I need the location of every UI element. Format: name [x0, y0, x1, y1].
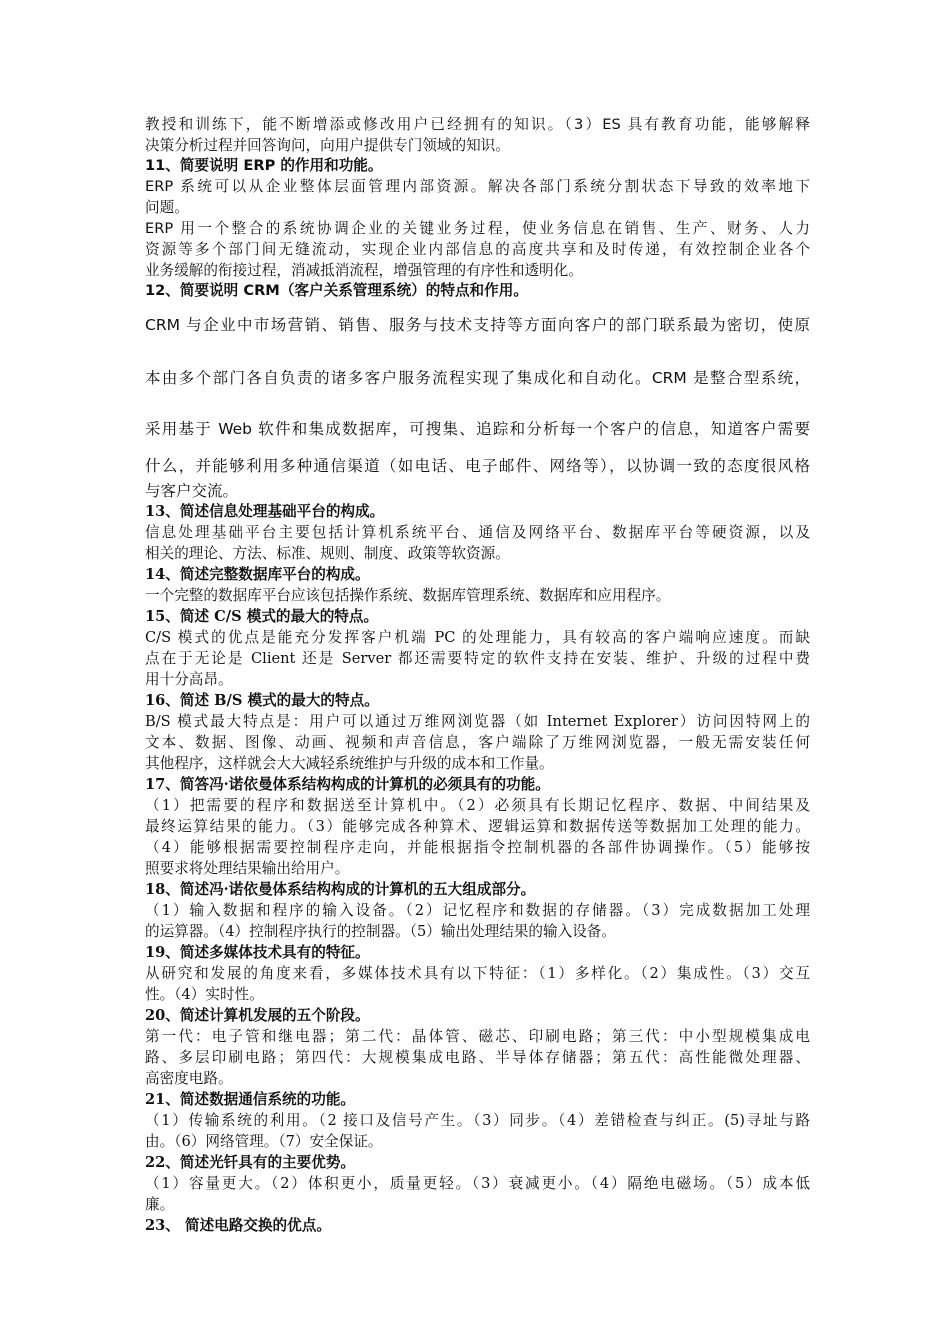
text-line: 廉。: [145, 1196, 175, 1213]
question-heading-11: 11、简要说明 ERP 的作用和功能。: [145, 157, 383, 174]
text-line: 决策分析过程并回答询问，向用户提供专门领域的知识。: [145, 137, 510, 154]
text-line: 由。（6）网络管理。（7）安全保证。: [145, 1133, 383, 1150]
text-line: 路、多层印刷电路；第四代：大规模集成电路、半导体存储器；第五代：高性能微处理器、: [145, 1049, 810, 1066]
text-line: （1）容量更大。（2）体积更小，质量更轻。（3）衰减更小。（4）隔绝电磁场。（5）成本低: [145, 1175, 810, 1192]
text-line: 教授和训练下，能不断增添或修改用户已经拥有的知识。（3）ES 具有教育功能，能够解释: [145, 116, 810, 133]
question-heading-20: 20、简述计算机发展的五个阶段。: [145, 1007, 370, 1024]
question-heading-14: 14、简述完整数据库平台的构成。: [145, 566, 370, 583]
question-heading-17: 17、简答冯·诺依曼体系结构构成的计算机的必须具有的功能。: [145, 776, 550, 793]
text-line: 采用基于 Web 软件和集成数据库，可搜集、追踪和分析每一个客户的信息，知道客户需要: [145, 420, 810, 438]
text-line: 其他程序，这样就会大大减轻系统维护与升级的成本和工作量。: [145, 755, 554, 772]
text-line: （1）传输系统的利用。（2 接口及信号产生。（3）同步。（4）差错检查与纠正。(5)寻址与路: [145, 1112, 810, 1129]
text-line: （1）输入数据和程序的输入设备。（2）记忆程序和数据的存储器。（3）完成数据加工处理: [145, 902, 810, 919]
text-line: ERP 系统可以从企业整体层面管理内部资源。解决各部门系统分割状态下导致的效率地下: [145, 178, 810, 195]
question-heading-23: 23、 简述电路交换的优点。: [145, 1217, 331, 1234]
text-line: 最终运算结果的能力。（3）能够完成各种算术、逻辑运算和数据传送等数据加工处理的能力。: [145, 818, 810, 835]
question-heading-19: 19、简述多媒体技术具有的特征。: [145, 944, 370, 961]
text-line: 性。（4）实时性。: [145, 986, 264, 1003]
question-heading-16: 16、简述 B/S 模式的最大的特点。: [145, 692, 379, 709]
text-line: 高密度电路。: [145, 1070, 233, 1087]
text-line: （4）能够根据需要控制程序走向，并能根据指令控制机器的各部件协调操作。（5）能够按: [145, 839, 810, 856]
text-line: B/S 模式最大特点是：用户可以通过万维网浏览器（如 Internet Explorer）访问因特网上的: [145, 713, 810, 730]
question-heading-13: 13、简述信息处理基础平台的构成。: [145, 503, 385, 520]
text-line: 第一代：电子管和继电器；第二代：晶体管、磁芯、印刷电路；第三代：中小型规模集成电: [145, 1028, 810, 1045]
text-line: 点在于无论是 Client 还是 Server 都还需要特定的软件支持在安装、维护、升级的过程中费: [145, 650, 810, 667]
text-line: 的运算器。（4）控制程序执行的控制器。（5）输出处理结果的输入设备。: [145, 923, 616, 940]
text-line: 与客户交流。: [145, 482, 239, 500]
text-line: （1）把需要的程序和数据送至计算机中。（2）必须具有长期记忆程序、数据、中间结果及: [145, 797, 810, 814]
text-line: C/S 模式的优点是能充分发挥客户机端 PC 的处理能力，具有较高的客户端响应速度。而缺: [145, 629, 810, 646]
text-line: 照要求将处理结果输出给用户。: [145, 860, 350, 877]
text-line: ERP 用一个整合的系统协调企业的关键业务过程，使业务信息在销售、生产、财务、人力: [145, 220, 810, 237]
text-line: 什么，并能够利用多种通信渠道（如电话、电子邮件、网络等），以协调一致的态度很风格: [145, 457, 810, 475]
text-line: 文本、数据、图像、动画、视频和声音信息，客户端除了万维网浏览器，一般无需安装任何: [145, 734, 810, 751]
text-line: 相关的理论、方法、标准、规则、制度、政策等软资源。: [145, 545, 510, 562]
question-heading-12: 12、简要说明 CRM（客户关系管理系统）的特点和作用。: [145, 282, 528, 299]
question-heading-18: 18、简述冯·诺依曼体系结构构成的计算机的五大组成部分。: [145, 881, 536, 898]
text-line: 从研究和发展的角度来看，多媒体技术具有以下特征：（1）多样化。（2）集成性。（3）交互: [145, 965, 810, 982]
text-line: 信息处理基础平台主要包括计算机系统平台、通信及网络平台、数据库平台等硬资源，以及: [145, 524, 810, 541]
text-line: CRM 与企业中市场营销、销售、服务与技术支持等方面向客户的部门联系最为密切，使原: [145, 316, 810, 334]
text-line: 一个完整的数据库平台应该包括操作系统、数据库管理系统、数据库和应用程序。: [145, 587, 671, 604]
question-heading-21: 21、简述数据通信系统的功能。: [145, 1091, 356, 1108]
question-heading-15: 15、简述 C/S 模式的最大的特点。: [145, 608, 379, 625]
text-line: 问题。: [145, 199, 189, 216]
text-line: 用十分高昂。: [145, 671, 233, 688]
text-line: 本由多个部门各自负责的诸多客户服务流程实现了集成化和自动化。CRM 是整合型系统，: [145, 369, 810, 387]
text-line: 业务缓解的衔接过程，消减抵消流程，增强管理的有序性和透明化。: [145, 262, 583, 279]
question-heading-22: 22、简述光钎具有的主要优势。: [145, 1154, 356, 1171]
text-line: 资源等多个部门间无缝流动，实现企业内部信息的高度共享和及时传递，有效控制企业各个: [145, 241, 810, 258]
